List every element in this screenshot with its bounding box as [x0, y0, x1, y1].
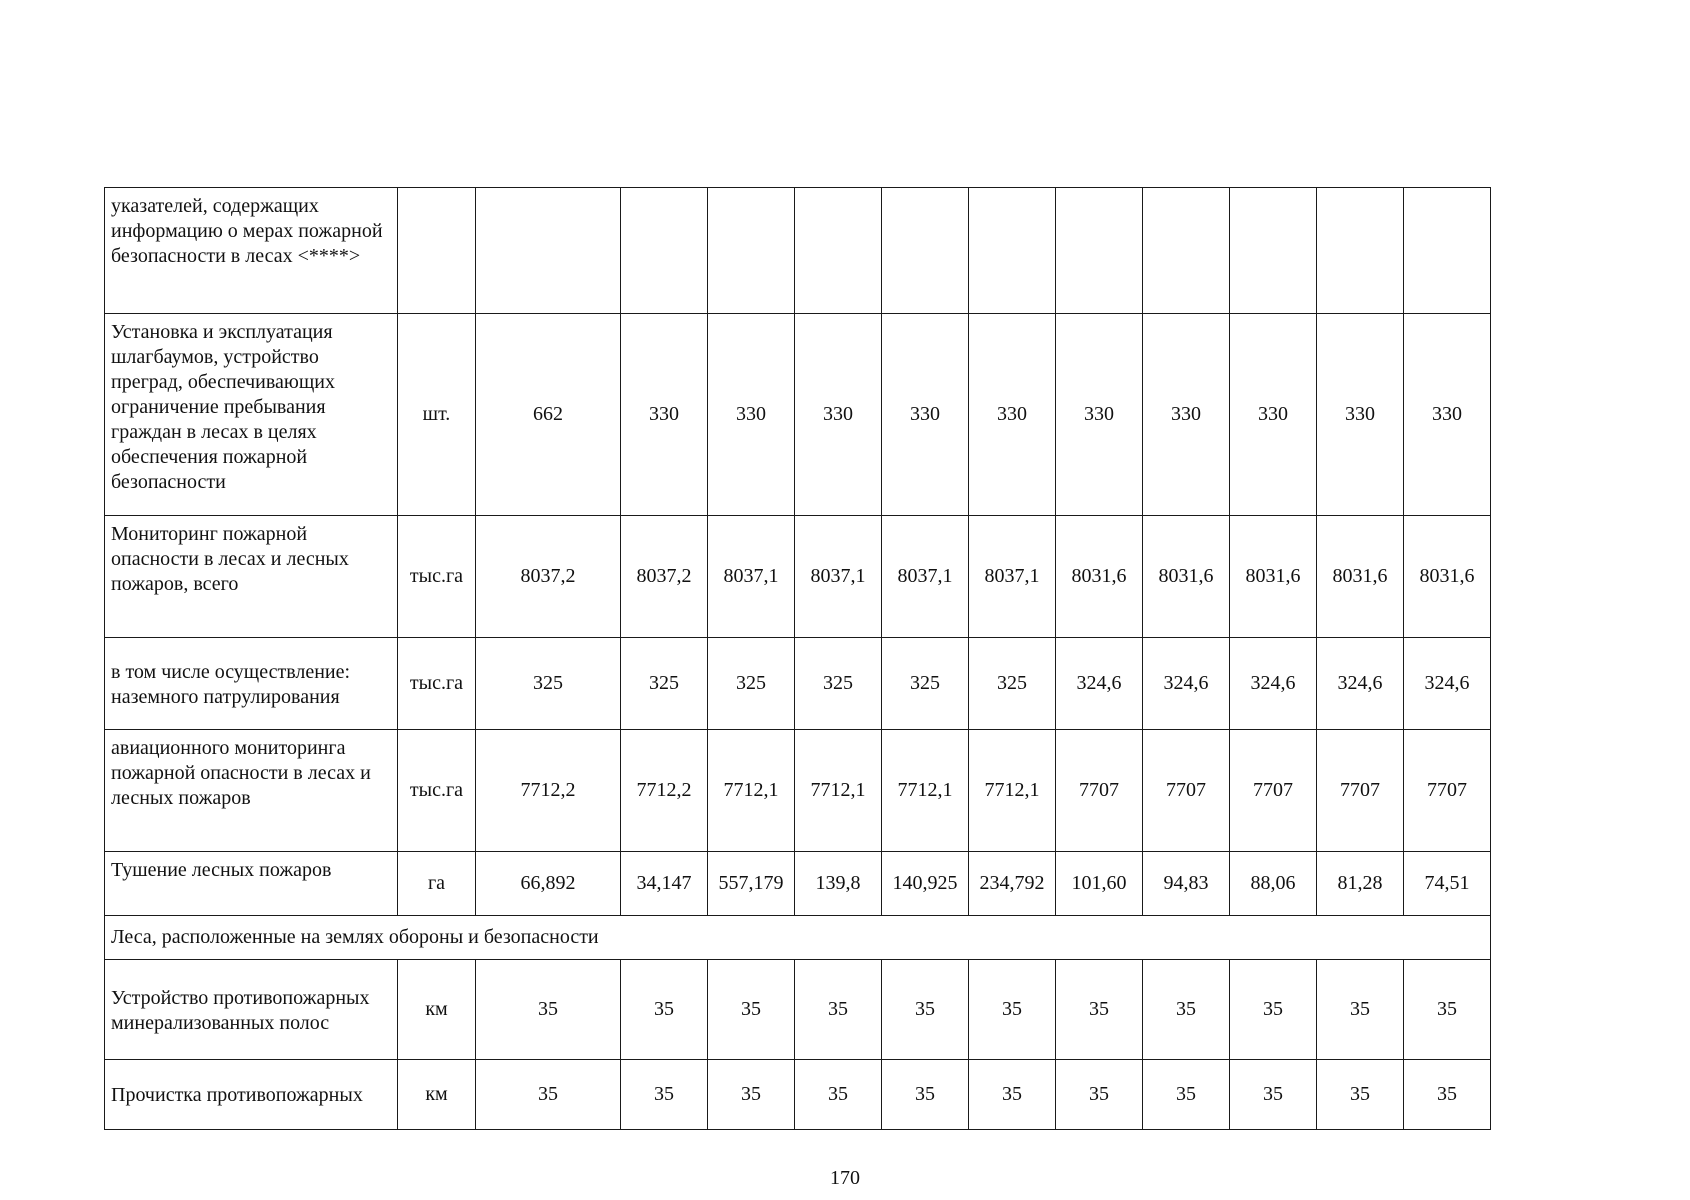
value-cell: 8031,6: [1230, 516, 1317, 638]
unit-cell: тыс.га: [398, 638, 476, 730]
row-label: Устройство противопожарных минерализованных полос: [105, 960, 398, 1060]
value-cell: 35: [1230, 1060, 1317, 1130]
table-row: [105, 1060, 1491, 1130]
value-cell: 324,6: [1230, 638, 1317, 730]
value-cell: 35: [969, 960, 1056, 1060]
value-cell: 330: [882, 314, 969, 516]
value-cell: 35: [1056, 1060, 1143, 1130]
unit-cell: [398, 188, 476, 314]
value-cell: 8031,6: [1143, 516, 1230, 638]
table-row: [105, 314, 1491, 516]
row-label: авиационного мониторинга пожарной опасности в лесах и лесных пожаров: [105, 730, 398, 852]
value-cell: 7712,1: [795, 730, 882, 852]
value-cell: 35: [795, 960, 882, 1060]
value-cell: 35: [621, 960, 708, 1060]
value-cell: 7712,1: [708, 730, 795, 852]
value-cell: 101,60: [1056, 852, 1143, 916]
value-cell: 325: [621, 638, 708, 730]
value-cell: 7707: [1056, 730, 1143, 852]
value-cell: 35: [1230, 960, 1317, 1060]
value-cell: [1143, 188, 1230, 314]
value-cell: 330: [1143, 314, 1230, 516]
table-row: [105, 960, 1491, 1060]
value-cell: 325: [882, 638, 969, 730]
value-cell: 325: [969, 638, 1056, 730]
table-row: [105, 516, 1491, 638]
value-cell: 35: [621, 1060, 708, 1130]
unit-cell: га: [398, 852, 476, 916]
value-cell: [1056, 188, 1143, 314]
value-cell: [1404, 188, 1491, 314]
table-row: [105, 730, 1491, 852]
table-row: [105, 188, 1491, 314]
value-cell: [476, 188, 621, 314]
value-cell: 330: [969, 314, 1056, 516]
value-cell: 8037,1: [882, 516, 969, 638]
value-cell: 7707: [1230, 730, 1317, 852]
value-cell: [1317, 188, 1404, 314]
value-cell: 7707: [1404, 730, 1491, 852]
value-cell: 7707: [1317, 730, 1404, 852]
value-cell: 74,51: [1404, 852, 1491, 916]
value-cell: 324,6: [1317, 638, 1404, 730]
value-cell: 35: [476, 1060, 621, 1130]
row-label: Мониторинг пожарной опасности в лесах и лесных пожаров, всего: [105, 516, 398, 638]
value-cell: 8037,1: [795, 516, 882, 638]
value-cell: 7712,2: [476, 730, 621, 852]
value-cell: 35: [1143, 1060, 1230, 1130]
value-cell: 557,179: [708, 852, 795, 916]
value-cell: 139,8: [795, 852, 882, 916]
value-cell: 35: [882, 960, 969, 1060]
unit-cell: км: [398, 960, 476, 1060]
unit-cell: тыс.га: [398, 730, 476, 852]
value-cell: 8037,2: [621, 516, 708, 638]
value-cell: 94,83: [1143, 852, 1230, 916]
unit-cell: тыс.га: [398, 516, 476, 638]
row-label: указателей, содержащих информацию о мерах пожарной безопасности в лесах <****>: [105, 188, 398, 314]
value-cell: 35: [1404, 1060, 1491, 1130]
value-cell: 330: [795, 314, 882, 516]
value-cell: 88,06: [1230, 852, 1317, 916]
value-cell: 8037,2: [476, 516, 621, 638]
value-cell: 330: [1230, 314, 1317, 516]
value-cell: 35: [1404, 960, 1491, 1060]
value-cell: 35: [1143, 960, 1230, 1060]
row-label: Тушение лесных пожаров: [105, 852, 398, 916]
value-cell: 8037,1: [708, 516, 795, 638]
value-cell: 325: [795, 638, 882, 730]
row-label: Установка и эксплуатация шлагбаумов, устройство преград, обеспечивающих ограничение пребывания граждан в лесах в целях обеспечения пожарной безопасности: [105, 314, 398, 516]
value-cell: [708, 188, 795, 314]
value-cell: 7707: [1143, 730, 1230, 852]
row-label: Прочистка противопожарных: [105, 1060, 398, 1130]
unit-cell: шт.: [398, 314, 476, 516]
unit-cell: км: [398, 1060, 476, 1130]
value-cell: 35: [476, 960, 621, 1060]
value-cell: 330: [1404, 314, 1491, 516]
value-cell: 140,925: [882, 852, 969, 916]
section-row: [105, 916, 1491, 960]
value-cell: 35: [882, 1060, 969, 1130]
table-row: [105, 852, 1491, 916]
value-cell: 662: [476, 314, 621, 516]
value-cell: [795, 188, 882, 314]
value-cell: 35: [1056, 960, 1143, 1060]
data-table: [104, 187, 1491, 1130]
table-row: [105, 638, 1491, 730]
value-cell: 35: [969, 1060, 1056, 1130]
value-cell: 234,792: [969, 852, 1056, 916]
value-cell: 330: [1056, 314, 1143, 516]
value-cell: 35: [1317, 1060, 1404, 1130]
value-cell: 35: [708, 960, 795, 1060]
value-cell: 66,892: [476, 852, 621, 916]
value-cell: 35: [708, 1060, 795, 1130]
value-cell: [1230, 188, 1317, 314]
value-cell: 8031,6: [1056, 516, 1143, 638]
value-cell: 330: [621, 314, 708, 516]
value-cell: 325: [708, 638, 795, 730]
value-cell: 7712,2: [621, 730, 708, 852]
value-cell: 330: [1317, 314, 1404, 516]
value-cell: 325: [476, 638, 621, 730]
value-cell: 324,6: [1404, 638, 1491, 730]
value-cell: [621, 188, 708, 314]
value-cell: 324,6: [1143, 638, 1230, 730]
value-cell: 35: [795, 1060, 882, 1130]
value-cell: 7712,1: [969, 730, 1056, 852]
value-cell: 35: [1317, 960, 1404, 1060]
value-cell: 8031,6: [1404, 516, 1491, 638]
value-cell: 7712,1: [882, 730, 969, 852]
value-cell: 324,6: [1056, 638, 1143, 730]
value-cell: [969, 188, 1056, 314]
value-cell: 330: [708, 314, 795, 516]
section-title: Леса, расположенные на землях обороны и безопасности: [105, 916, 1491, 960]
value-cell: [882, 188, 969, 314]
value-cell: 81,28: [1317, 852, 1404, 916]
value-cell: 8031,6: [1317, 516, 1404, 638]
page-number: 170: [830, 1167, 860, 1189]
row-label: в том числе осуществление: наземного патрулирования: [105, 638, 398, 730]
value-cell: 34,147: [621, 852, 708, 916]
value-cell: 8037,1: [969, 516, 1056, 638]
